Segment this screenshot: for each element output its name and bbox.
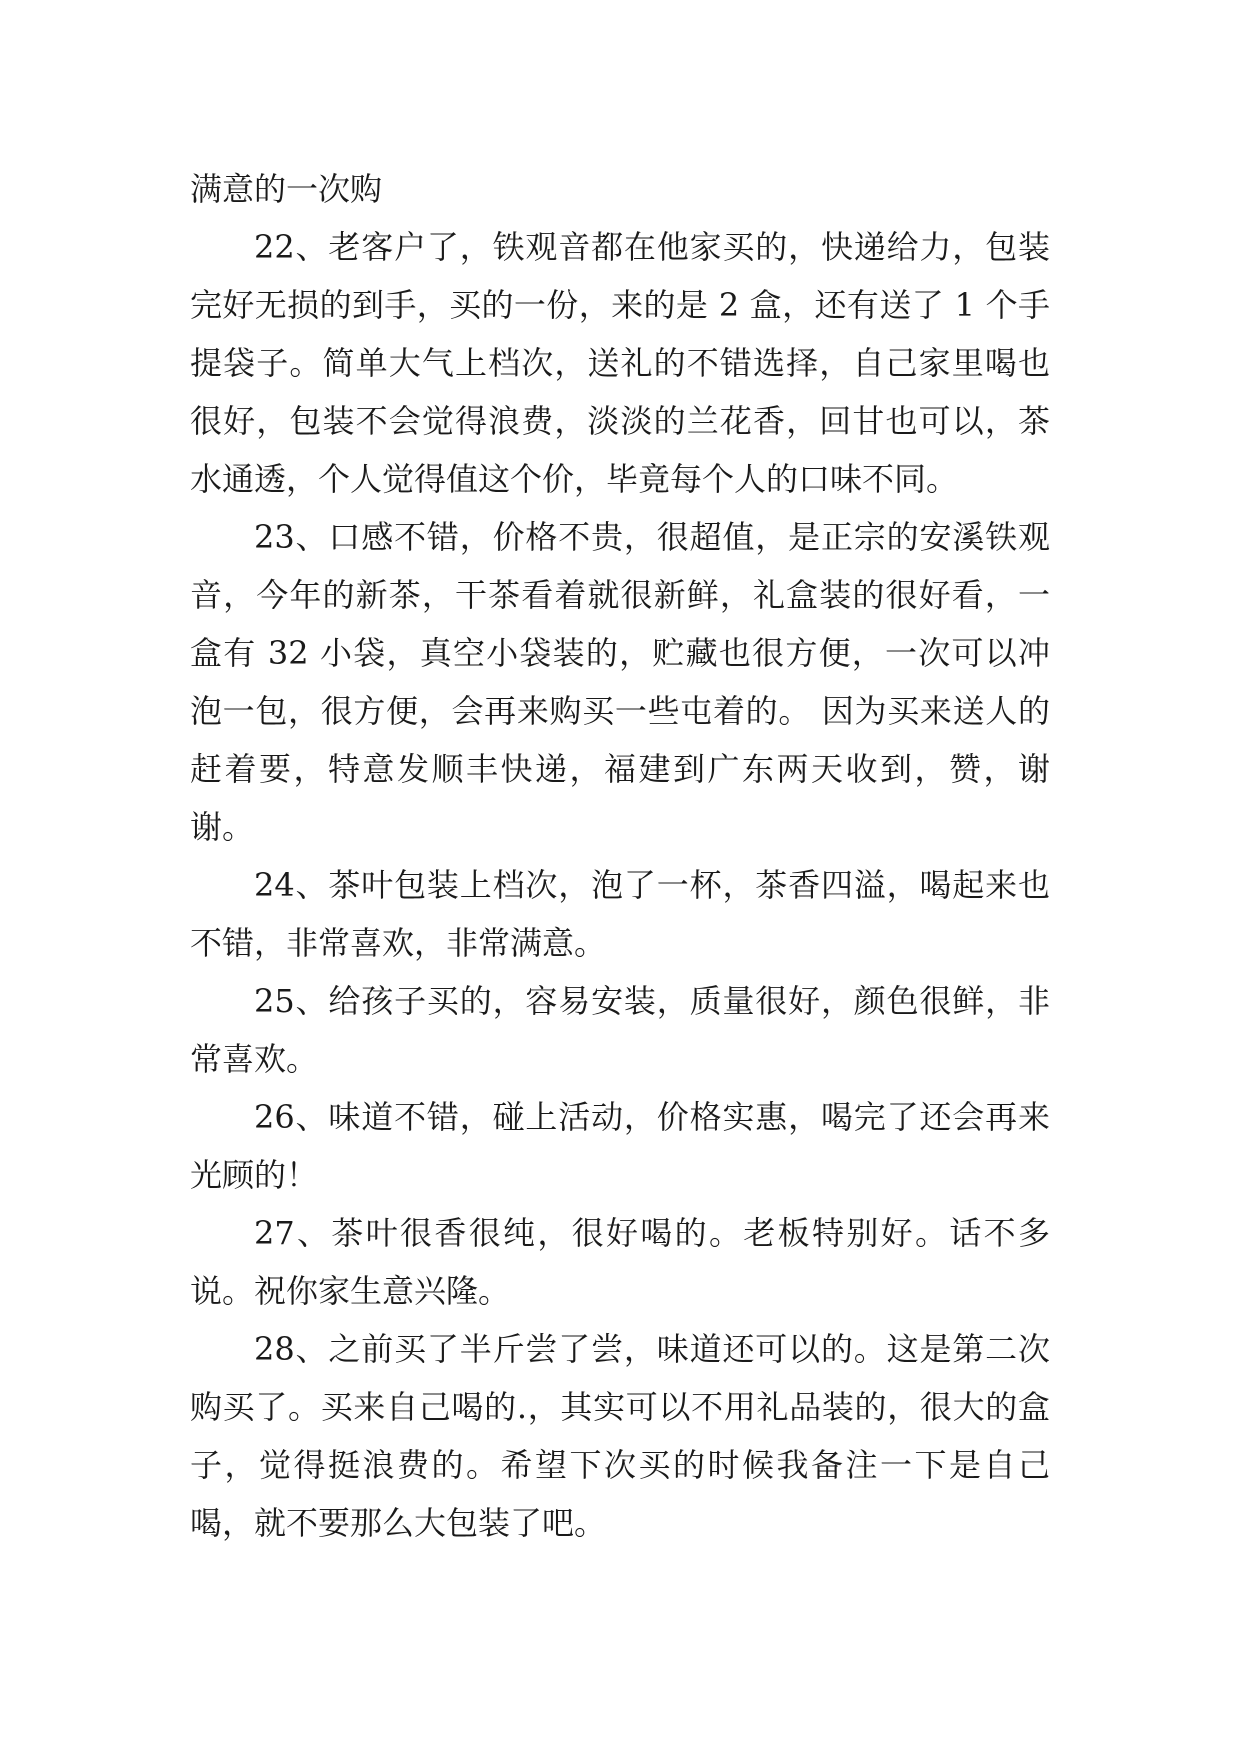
paragraph-continuation: 满意的一次购 <box>190 170 383 208</box>
review-28: 28、之前买了半斤尝了尝，味道还可以的。这是第二次购买了。买来自己喝的.，其实可以不用礼品装的，很大的盒子，觉得挺浪费的。希望下次买的时候我备注一下是自己喝，就不要那么大包装了吧。 <box>190 1330 1050 1542</box>
document-body <box>190 160 1050 1552</box>
review-27: 27、茶叶很香很纯，很好喝的。老板特别好。话不多说。祝你家生意兴隆。 <box>190 1214 1050 1310</box>
review-24: 24、茶叶包装上档次，泡了一杯，茶香四溢，喝起来也不错，非常喜欢，非常满意。 <box>190 866 1050 962</box>
review-26: 26、味道不错，碰上活动，价格实惠，喝完了还会再来光顾的！ <box>190 1098 1050 1194</box>
review-25: 25、给孩子买的，容易安装，质量很好，颜色很鲜，非常喜欢。 <box>190 982 1050 1078</box>
review-23: 23、口感不错，价格不贵，很超值，是正宗的安溪铁观音，今年的新茶，干茶看着就很新鲜，礼盒装的很好看，一盒有 32 小袋，真空小袋装的，贮藏也很方便，一次可以冲泡一包，很方便，会再来购买一些屯着的。 因为买来送人的赶着要，特意发顺丰快递，福建到广东两天收到，赞，谢谢。 <box>190 518 1050 846</box>
review-22: 22、老客户了，铁观音都在他家买的，快递给力，包装完好无损的到手，买的一份，来的是 2 盒，还有送了 1 个手提袋子。简单大气上档次，送礼的不错选择，自己家里喝也很好，包装不会觉得浪费，淡淡的兰花香，回甘也可以，茶水通透，个人觉得值这个价，毕竟每个人的口味不同。 <box>190 228 1050 498</box>
